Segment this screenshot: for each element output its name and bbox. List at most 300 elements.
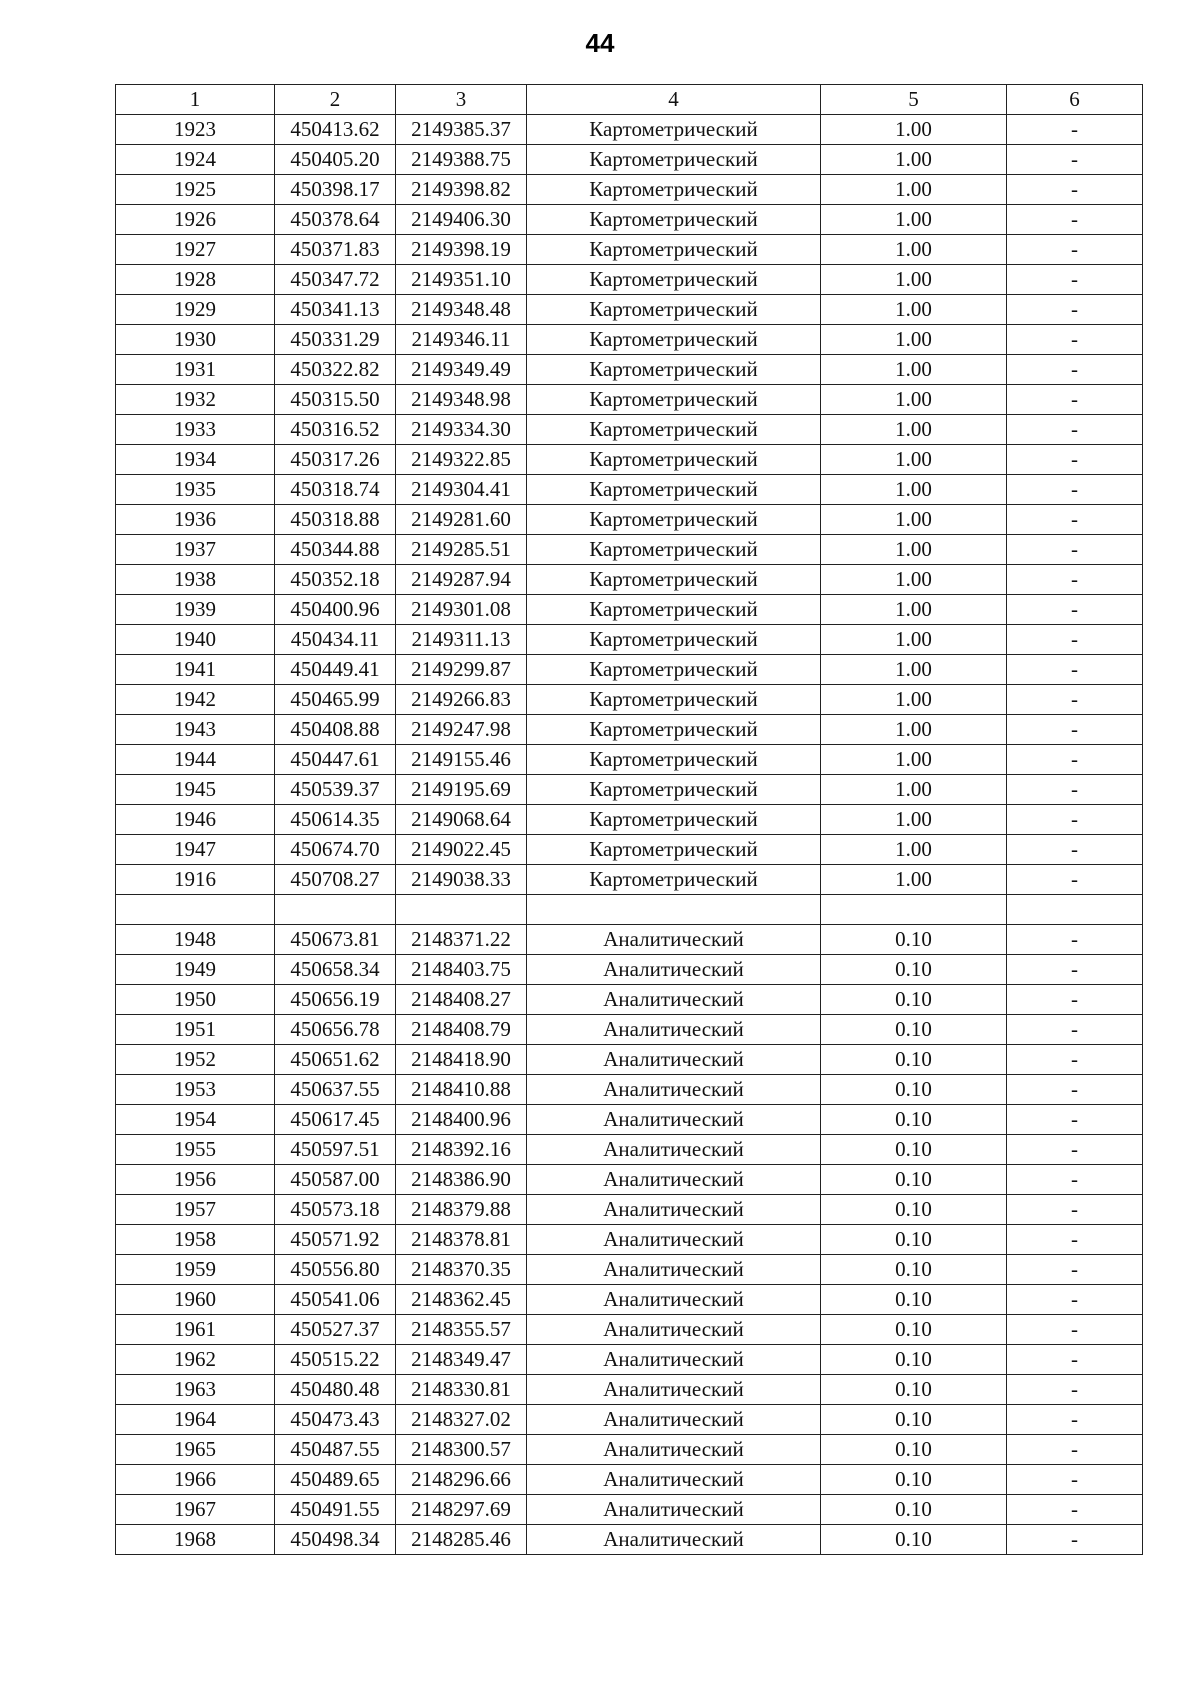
note-cell: -: [1007, 385, 1143, 415]
note-cell: -: [1007, 715, 1143, 745]
table-row: [116, 985, 1143, 1015]
method-cell: Картометрический: [527, 265, 821, 295]
method-cell: Картометрический: [527, 625, 821, 655]
column-header: 6: [1007, 85, 1143, 115]
note-cell: -: [1007, 205, 1143, 235]
x-coordinate-cell: 450398.17: [275, 175, 396, 205]
y-coordinate-cell: 2149304.41: [396, 475, 527, 505]
method-cell: Картометрический: [527, 745, 821, 775]
note-cell: -: [1007, 985, 1143, 1015]
x-coordinate-cell: 450556.80: [275, 1255, 396, 1285]
table-row: [116, 235, 1143, 265]
x-coordinate-cell: 450539.37: [275, 775, 396, 805]
method-cell: Аналитический: [527, 955, 821, 985]
y-coordinate-cell: 2149348.98: [396, 385, 527, 415]
point-number-cell: 1962: [116, 1345, 275, 1375]
x-coordinate-cell: 450587.00: [275, 1165, 396, 1195]
accuracy-cell: 1.00: [821, 505, 1007, 535]
x-coordinate-cell: 450498.34: [275, 1525, 396, 1555]
table-row: [116, 865, 1143, 895]
y-coordinate-cell: 2149398.19: [396, 235, 527, 265]
x-coordinate-cell: 450515.22: [275, 1345, 396, 1375]
y-coordinate-cell: 2148300.57: [396, 1435, 527, 1465]
point-number-cell: 1959: [116, 1255, 275, 1285]
note-cell: -: [1007, 625, 1143, 655]
note-cell: -: [1007, 595, 1143, 625]
method-cell: Картометрический: [527, 415, 821, 445]
point-number-cell: 1929: [116, 295, 275, 325]
accuracy-cell: 1.00: [821, 445, 1007, 475]
accuracy-cell: 1.00: [821, 325, 1007, 355]
point-number-cell: 1968: [116, 1525, 275, 1555]
method-cell: Картометрический: [527, 865, 821, 895]
y-coordinate-cell: 2148400.96: [396, 1105, 527, 1135]
method-cell: Картометрический: [527, 595, 821, 625]
column-header: 4: [527, 85, 821, 115]
point-number-cell: 1941: [116, 655, 275, 685]
x-coordinate-cell: 450674.70: [275, 835, 396, 865]
accuracy-cell: 0.10: [821, 1435, 1007, 1465]
y-coordinate-cell: 2149195.69: [396, 775, 527, 805]
y-coordinate-cell: 2149385.37: [396, 115, 527, 145]
x-coordinate-cell: 450315.50: [275, 385, 396, 415]
method-cell: Аналитический: [527, 925, 821, 955]
method-cell: Аналитический: [527, 1435, 821, 1465]
y-coordinate-cell: 2149346.11: [396, 325, 527, 355]
y-coordinate-cell: 2148285.46: [396, 1525, 527, 1555]
method-cell: Картометрический: [527, 805, 821, 835]
point-number-cell: 1961: [116, 1315, 275, 1345]
x-coordinate-cell: 450656.19: [275, 985, 396, 1015]
table-row: [116, 775, 1143, 805]
method-cell: Аналитический: [527, 1225, 821, 1255]
point-number-cell: 1930: [116, 325, 275, 355]
y-coordinate-cell: 2149266.83: [396, 685, 527, 715]
x-coordinate-cell: 450658.34: [275, 955, 396, 985]
note-cell: -: [1007, 1435, 1143, 1465]
note-cell: -: [1007, 1105, 1143, 1135]
y-coordinate-cell: 2148392.16: [396, 1135, 527, 1165]
x-coordinate-cell: 450637.55: [275, 1075, 396, 1105]
table-row: [116, 835, 1143, 865]
method-cell: Аналитический: [527, 1255, 821, 1285]
point-number-cell: 1937: [116, 535, 275, 565]
x-coordinate-cell: 450651.62: [275, 1045, 396, 1075]
table-row: [116, 415, 1143, 445]
x-coordinate-cell: 450344.88: [275, 535, 396, 565]
note-cell: -: [1007, 925, 1143, 955]
y-coordinate-cell: [396, 895, 527, 925]
x-coordinate-cell: 450673.81: [275, 925, 396, 955]
x-coordinate-cell: 450480.48: [275, 1375, 396, 1405]
note-cell: -: [1007, 1525, 1143, 1555]
note-cell: -: [1007, 1495, 1143, 1525]
point-number-cell: 1940: [116, 625, 275, 655]
x-coordinate-cell: 450465.99: [275, 685, 396, 715]
method-cell: Картометрический: [527, 835, 821, 865]
table-row: [116, 505, 1143, 535]
method-cell: Картометрический: [527, 385, 821, 415]
note-cell: -: [1007, 805, 1143, 835]
method-cell: Картометрический: [527, 325, 821, 355]
table-row: [116, 1075, 1143, 1105]
table-row: [116, 565, 1143, 595]
table-row: [116, 1195, 1143, 1225]
point-number-cell: 1950: [116, 985, 275, 1015]
column-header: 3: [396, 85, 527, 115]
point-number-cell: 1924: [116, 145, 275, 175]
x-coordinate-cell: 450405.20: [275, 145, 396, 175]
x-coordinate-cell: 450318.88: [275, 505, 396, 535]
accuracy-cell: 1.00: [821, 385, 1007, 415]
x-coordinate-cell: 450318.74: [275, 475, 396, 505]
y-coordinate-cell: 2148330.81: [396, 1375, 527, 1405]
x-coordinate-cell: 450316.52: [275, 415, 396, 445]
y-coordinate-cell: 2148403.75: [396, 955, 527, 985]
point-number-cell: 1963: [116, 1375, 275, 1405]
accuracy-cell: 0.10: [821, 1135, 1007, 1165]
x-coordinate-cell: 450708.27: [275, 865, 396, 895]
table-row: [116, 325, 1143, 355]
accuracy-cell: 1.00: [821, 235, 1007, 265]
method-cell: Аналитический: [527, 1495, 821, 1525]
note-cell: -: [1007, 1135, 1143, 1165]
accuracy-cell: 1.00: [821, 805, 1007, 835]
accuracy-cell: 0.10: [821, 985, 1007, 1015]
table-row: [116, 535, 1143, 565]
point-number-cell: 1931: [116, 355, 275, 385]
table-row: [116, 1165, 1143, 1195]
column-header: 1: [116, 85, 275, 115]
point-number-cell: 1960: [116, 1285, 275, 1315]
y-coordinate-cell: 2149299.87: [396, 655, 527, 685]
table-row: [116, 1495, 1143, 1525]
y-coordinate-cell: 2149398.82: [396, 175, 527, 205]
method-cell: Аналитический: [527, 1075, 821, 1105]
point-number-cell: 1953: [116, 1075, 275, 1105]
table-row: [116, 685, 1143, 715]
method-cell: Картометрический: [527, 175, 821, 205]
method-cell: Картометрический: [527, 145, 821, 175]
method-cell: Картометрический: [527, 355, 821, 385]
accuracy-cell: 1.00: [821, 205, 1007, 235]
point-number-cell: 1957: [116, 1195, 275, 1225]
method-cell: Аналитический: [527, 1405, 821, 1435]
point-number-cell: 1945: [116, 775, 275, 805]
table-row: [116, 745, 1143, 775]
method-cell: Аналитический: [527, 1525, 821, 1555]
y-coordinate-cell: 2149388.75: [396, 145, 527, 175]
method-cell: Аналитический: [527, 1165, 821, 1195]
point-number-cell: 1966: [116, 1465, 275, 1495]
point-number-cell: 1934: [116, 445, 275, 475]
point-number-cell: 1926: [116, 205, 275, 235]
table-row: [116, 1405, 1143, 1435]
x-coordinate-cell: 450347.72: [275, 265, 396, 295]
point-number-cell: 1948: [116, 925, 275, 955]
x-coordinate-cell: 450322.82: [275, 355, 396, 385]
accuracy-cell: 1.00: [821, 745, 1007, 775]
method-cell: Картометрический: [527, 475, 821, 505]
table-row: [116, 1345, 1143, 1375]
note-cell: -: [1007, 1285, 1143, 1315]
y-coordinate-cell: 2148355.57: [396, 1315, 527, 1345]
y-coordinate-cell: 2149022.45: [396, 835, 527, 865]
x-coordinate-cell: 450341.13: [275, 295, 396, 325]
method-cell: Аналитический: [527, 1345, 821, 1375]
point-number-cell: 1933: [116, 415, 275, 445]
table-row: [116, 445, 1143, 475]
y-coordinate-cell: 2148362.45: [396, 1285, 527, 1315]
accuracy-cell: 0.10: [821, 1375, 1007, 1405]
method-cell: Аналитический: [527, 1465, 821, 1495]
accuracy-cell: 1.00: [821, 775, 1007, 805]
method-cell: Картометрический: [527, 655, 821, 685]
method-cell: Картометрический: [527, 445, 821, 475]
table-row: [116, 925, 1143, 955]
note-cell: -: [1007, 1465, 1143, 1495]
accuracy-cell: 1.00: [821, 175, 1007, 205]
x-coordinate-cell: [275, 895, 396, 925]
note-cell: -: [1007, 955, 1143, 985]
table-row: [116, 1105, 1143, 1135]
note-cell: -: [1007, 1165, 1143, 1195]
point-number-cell: 1939: [116, 595, 275, 625]
accuracy-cell: 0.10: [821, 1165, 1007, 1195]
table-row: [116, 1315, 1143, 1345]
point-number-cell: 1964: [116, 1405, 275, 1435]
method-cell: Аналитический: [527, 1315, 821, 1345]
table-row: [116, 355, 1143, 385]
method-cell: Картометрический: [527, 775, 821, 805]
table-row: [116, 1015, 1143, 1045]
column-header: 5: [821, 85, 1007, 115]
point-number-cell: 1938: [116, 565, 275, 595]
accuracy-cell: 0.10: [821, 1405, 1007, 1435]
note-cell: -: [1007, 1015, 1143, 1045]
accuracy-cell: 0.10: [821, 1315, 1007, 1345]
point-number-cell: 1958: [116, 1225, 275, 1255]
table-row: [116, 1435, 1143, 1465]
point-number-cell: 1946: [116, 805, 275, 835]
accuracy-cell: 1.00: [821, 415, 1007, 445]
y-coordinate-cell: 2149301.08: [396, 595, 527, 625]
accuracy-cell: 1.00: [821, 835, 1007, 865]
note-cell: -: [1007, 535, 1143, 565]
table-row: [116, 625, 1143, 655]
y-coordinate-cell: 2148386.90: [396, 1165, 527, 1195]
y-coordinate-cell: 2148296.66: [396, 1465, 527, 1495]
y-coordinate-cell: 2149038.33: [396, 865, 527, 895]
x-coordinate-cell: 450487.55: [275, 1435, 396, 1465]
table-row: [116, 1135, 1143, 1165]
accuracy-cell: 0.10: [821, 1495, 1007, 1525]
accuracy-cell: [821, 895, 1007, 925]
method-cell: Картометрический: [527, 295, 821, 325]
y-coordinate-cell: 2148408.79: [396, 1015, 527, 1045]
table-row: [116, 115, 1143, 145]
point-number-cell: 1936: [116, 505, 275, 535]
note-cell: -: [1007, 835, 1143, 865]
note-cell: -: [1007, 445, 1143, 475]
y-coordinate-cell: 2149322.85: [396, 445, 527, 475]
accuracy-cell: 0.10: [821, 925, 1007, 955]
method-cell: Аналитический: [527, 1285, 821, 1315]
note-cell: -: [1007, 1375, 1143, 1405]
point-number-cell: 1967: [116, 1495, 275, 1525]
accuracy-cell: 0.10: [821, 1285, 1007, 1315]
table-row: [116, 955, 1143, 985]
y-coordinate-cell: 2149247.98: [396, 715, 527, 745]
column-header: 2: [275, 85, 396, 115]
note-cell: -: [1007, 1195, 1143, 1225]
method-cell: Картометрический: [527, 565, 821, 595]
accuracy-cell: 0.10: [821, 1045, 1007, 1075]
x-coordinate-cell: 450656.78: [275, 1015, 396, 1045]
x-coordinate-cell: 450614.35: [275, 805, 396, 835]
note-cell: -: [1007, 475, 1143, 505]
note-cell: -: [1007, 1225, 1143, 1255]
accuracy-cell: 0.10: [821, 1075, 1007, 1105]
accuracy-cell: 1.00: [821, 865, 1007, 895]
x-coordinate-cell: 450400.96: [275, 595, 396, 625]
accuracy-cell: 0.10: [821, 955, 1007, 985]
table-row: [116, 595, 1143, 625]
y-coordinate-cell: 2149281.60: [396, 505, 527, 535]
table-row: [116, 265, 1143, 295]
y-coordinate-cell: 2149351.10: [396, 265, 527, 295]
accuracy-cell: 0.10: [821, 1465, 1007, 1495]
point-number-cell: 1928: [116, 265, 275, 295]
accuracy-cell: 1.00: [821, 115, 1007, 145]
accuracy-cell: 0.10: [821, 1345, 1007, 1375]
x-coordinate-cell: 450541.06: [275, 1285, 396, 1315]
accuracy-cell: 1.00: [821, 685, 1007, 715]
accuracy-cell: 1.00: [821, 145, 1007, 175]
note-cell: -: [1007, 235, 1143, 265]
x-coordinate-cell: 450352.18: [275, 565, 396, 595]
note-cell: -: [1007, 115, 1143, 145]
method-cell: Картометрический: [527, 235, 821, 265]
accuracy-cell: 1.00: [821, 565, 1007, 595]
y-coordinate-cell: 2148349.47: [396, 1345, 527, 1375]
accuracy-cell: 1.00: [821, 295, 1007, 325]
y-coordinate-cell: 2149285.51: [396, 535, 527, 565]
accuracy-cell: 0.10: [821, 1525, 1007, 1555]
method-cell: Картометрический: [527, 115, 821, 145]
method-cell: Картометрический: [527, 505, 821, 535]
y-coordinate-cell: 2149349.49: [396, 355, 527, 385]
method-cell: Аналитический: [527, 1045, 821, 1075]
x-coordinate-cell: 450434.11: [275, 625, 396, 655]
accuracy-cell: 1.00: [821, 265, 1007, 295]
table-row: [116, 1465, 1143, 1495]
table-row: [116, 1225, 1143, 1255]
point-number-cell: 1927: [116, 235, 275, 265]
x-coordinate-cell: 450378.64: [275, 205, 396, 235]
point-number-cell: 1942: [116, 685, 275, 715]
point-number-cell: 1952: [116, 1045, 275, 1075]
note-cell: -: [1007, 325, 1143, 355]
table-row: [116, 895, 1143, 925]
method-cell: Аналитический: [527, 1135, 821, 1165]
method-cell: Аналитический: [527, 1015, 821, 1045]
point-number-cell: 1943: [116, 715, 275, 745]
accuracy-cell: 0.10: [821, 1255, 1007, 1285]
y-coordinate-cell: 2148327.02: [396, 1405, 527, 1435]
point-number-cell: 1949: [116, 955, 275, 985]
table-row: [116, 295, 1143, 325]
accuracy-cell: 0.10: [821, 1015, 1007, 1045]
note-cell: -: [1007, 1255, 1143, 1285]
y-coordinate-cell: 2148297.69: [396, 1495, 527, 1525]
coordinates-table: [115, 84, 1143, 1555]
table-row: [116, 1285, 1143, 1315]
table-row: [116, 145, 1143, 175]
point-number-cell: 1925: [116, 175, 275, 205]
table-row: [116, 175, 1143, 205]
y-coordinate-cell: 2149311.13: [396, 625, 527, 655]
point-number-cell: [116, 895, 275, 925]
method-cell: Аналитический: [527, 985, 821, 1015]
x-coordinate-cell: 450489.65: [275, 1465, 396, 1495]
y-coordinate-cell: 2149334.30: [396, 415, 527, 445]
note-cell: -: [1007, 1315, 1143, 1345]
point-number-cell: 1944: [116, 745, 275, 775]
accuracy-cell: 0.10: [821, 1105, 1007, 1135]
accuracy-cell: 1.00: [821, 355, 1007, 385]
note-cell: -: [1007, 265, 1143, 295]
y-coordinate-cell: 2149287.94: [396, 565, 527, 595]
table-row: [116, 715, 1143, 745]
accuracy-cell: 1.00: [821, 475, 1007, 505]
note-cell: -: [1007, 655, 1143, 685]
note-cell: [1007, 895, 1143, 925]
table-row: [116, 385, 1143, 415]
x-coordinate-cell: 450473.43: [275, 1405, 396, 1435]
point-number-cell: 1955: [116, 1135, 275, 1165]
method-cell: Картометрический: [527, 715, 821, 745]
x-coordinate-cell: 450413.62: [275, 115, 396, 145]
method-cell: [527, 895, 821, 925]
accuracy-cell: 1.00: [821, 715, 1007, 745]
point-number-cell: 1916: [116, 865, 275, 895]
x-coordinate-cell: 450573.18: [275, 1195, 396, 1225]
table-body: [116, 115, 1143, 1555]
y-coordinate-cell: 2148410.88: [396, 1075, 527, 1105]
y-coordinate-cell: 2149348.48: [396, 295, 527, 325]
x-coordinate-cell: 450408.88: [275, 715, 396, 745]
note-cell: -: [1007, 355, 1143, 385]
note-cell: -: [1007, 505, 1143, 535]
note-cell: -: [1007, 295, 1143, 325]
note-cell: -: [1007, 865, 1143, 895]
method-cell: Картометрический: [527, 685, 821, 715]
x-coordinate-cell: 450371.83: [275, 235, 396, 265]
note-cell: -: [1007, 1045, 1143, 1075]
accuracy-cell: 1.00: [821, 535, 1007, 565]
x-coordinate-cell: 450491.55: [275, 1495, 396, 1525]
y-coordinate-cell: 2149068.64: [396, 805, 527, 835]
y-coordinate-cell: 2149155.46: [396, 745, 527, 775]
table-row: [116, 805, 1143, 835]
note-cell: -: [1007, 685, 1143, 715]
point-number-cell: 1923: [116, 115, 275, 145]
y-coordinate-cell: 2148408.27: [396, 985, 527, 1015]
x-coordinate-cell: 450447.61: [275, 745, 396, 775]
accuracy-cell: 1.00: [821, 595, 1007, 625]
method-cell: Аналитический: [527, 1195, 821, 1225]
